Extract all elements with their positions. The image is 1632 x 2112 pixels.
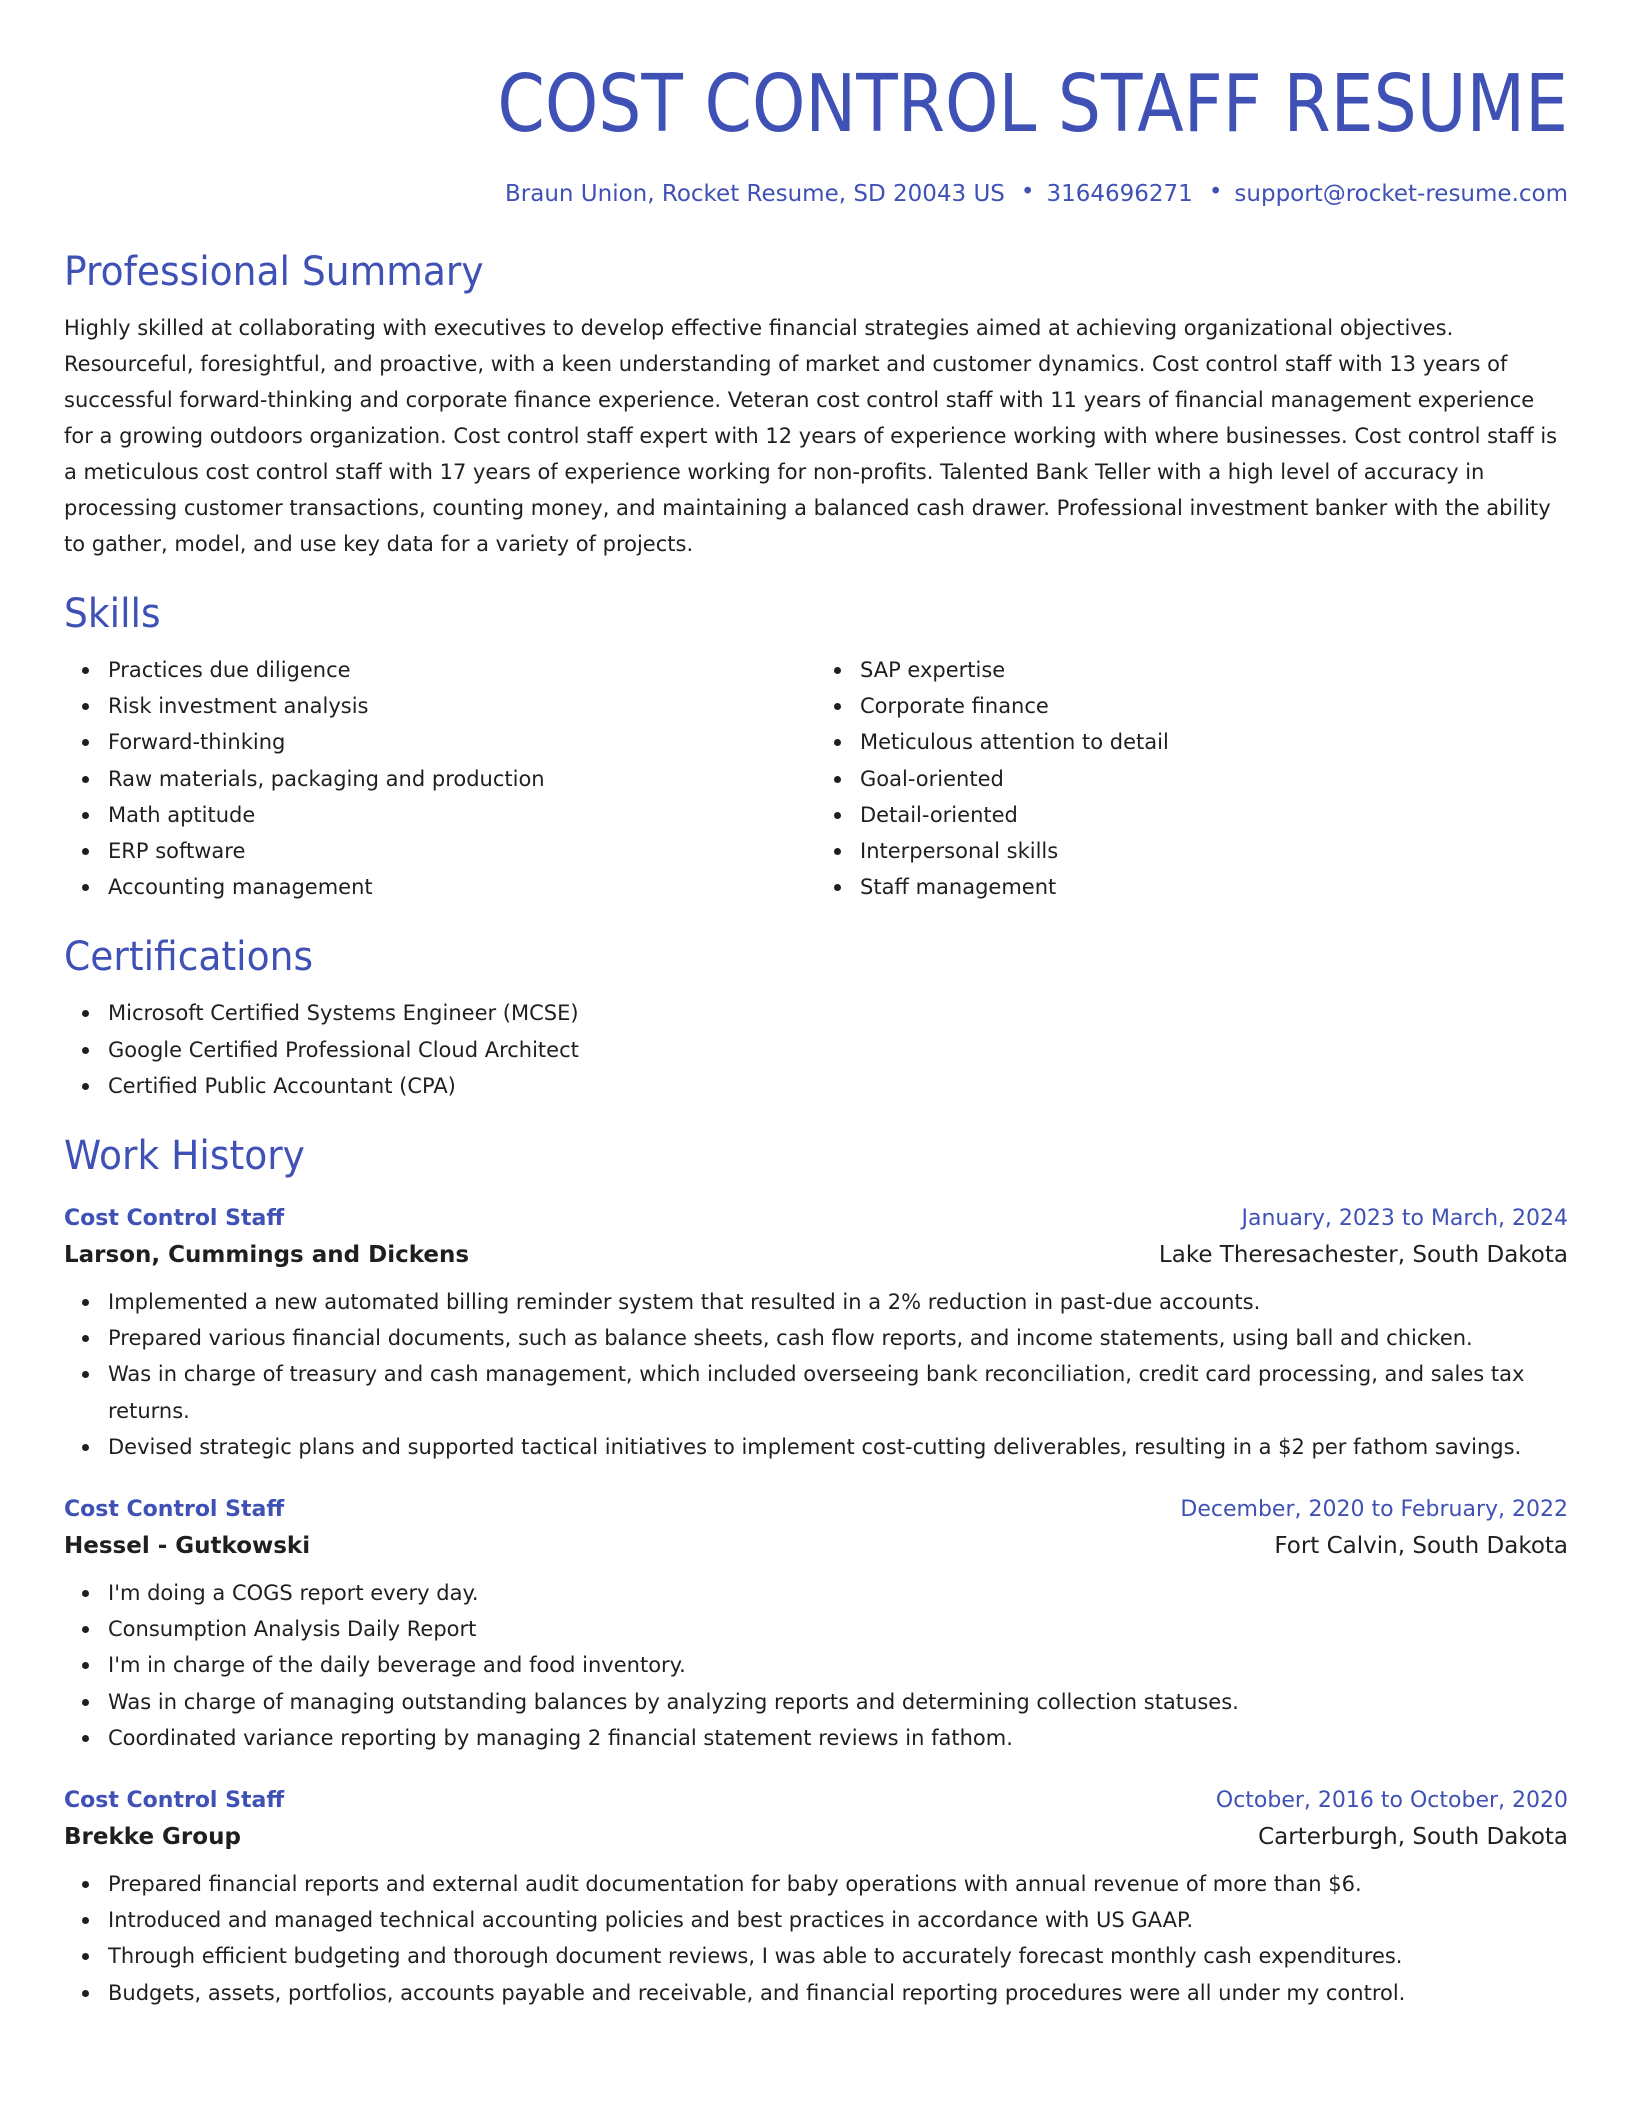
job-bullets: [64, 1284, 1568, 1465]
job-bullet: Implemented a new automated billing reminder system that resulted in a 2% reduction in past-due accounts.: [108, 1284, 1568, 1320]
skill-item: Detail-oriented: [860, 797, 1568, 833]
skill-item: Practices due diligence: [108, 652, 816, 688]
job-company: Brekke Group: [64, 1824, 241, 1851]
job-company-row: [64, 1527, 1568, 1565]
skill-item: Corporate finance: [860, 688, 1568, 724]
work-history-heading: Work History: [64, 1133, 305, 1180]
skills-heading: Skills: [64, 591, 161, 637]
skills-right-list: [816, 652, 1568, 905]
job-header-row: [64, 1784, 1568, 1818]
contact-phone: 3164696271: [1046, 181, 1193, 207]
skill-item: Raw materials, packaging and production: [108, 761, 816, 797]
job-bullet: Was in charge of managing outstanding balances by analyzing reports and determining collection statuses.: [108, 1684, 1568, 1720]
job-company-row: [64, 1236, 1568, 1274]
resume-title: COST CONTROL STAFF RESUME: [497, 58, 1568, 150]
job-bullet: I'm doing a COGS report every day.: [108, 1575, 1568, 1611]
job-dates: October, 2016 to October, 2020: [1215, 1788, 1568, 1814]
job-bullet: Coordinated variance reporting by managing 2 financial statement reviews in fathom.: [108, 1720, 1568, 1756]
job-title: Cost Control Staff: [64, 1497, 285, 1523]
job-entry: [64, 1493, 1568, 1756]
summary-heading: Professional Summary: [64, 249, 484, 295]
job-title: Cost Control Staff: [64, 1788, 285, 1814]
contact-email: support@rocket-resume.com: [1234, 181, 1568, 207]
certification-item: Google Certified Professional Cloud Architect: [108, 1032, 1568, 1068]
job-bullets: [64, 1866, 1568, 2011]
job-dates: January, 2023 to March, 2024: [1241, 1206, 1568, 1232]
skill-item: Goal-oriented: [860, 761, 1568, 797]
job-location: Carterburgh, South Dakota: [1258, 1824, 1568, 1851]
skill-item: Forward-thinking: [108, 724, 816, 760]
skill-item: Risk investment analysis: [108, 688, 816, 724]
skill-item: Staff management: [860, 869, 1568, 905]
contact-separator: •: [1208, 179, 1223, 205]
job-bullet: Prepared various financial documents, such as balance sheets, cash flow reports, and income statements, using ball and chicken.: [108, 1320, 1568, 1356]
certifications-list: [64, 995, 1568, 1104]
job-entry: [64, 1202, 1568, 1465]
certification-item: Certified Public Accountant (CPA): [108, 1068, 1568, 1104]
skill-item: SAP expertise: [860, 652, 1568, 688]
job-location: Lake Theresachester, South Dakota: [1158, 1242, 1568, 1269]
skills-section: [64, 588, 1568, 905]
summary-text: Highly skilled at collaborating with executives to develop effective financial strategies aimed at achieving organizational objectives. Resourceful, foresightful, and proactive, with a keen understanding of market and customer dynamics. Cost control staff with 13 years of successful forward-thinking and corporate finance experience. Veteran cost control staff with 11 years of financial management experience for a growing outdoors organization. Cost control staff expert with 12 years of experience working with where businesses. Cost control staff is a meticulous cost control staff with 17 years of experience working for non-profits. Talented Bank Teller with a high level of accuracy in processing customer transactions, counting money, and maintaining a balanced cash drawer. Professional investment banker with the ability to gather, model, and use key data for a variety of projects.: [64, 316, 1558, 556]
job-bullet: Prepared financial reports and external audit documentation for baby operations with annual revenue of more than $6.: [108, 1866, 1568, 1902]
job-bullet: Devised strategic plans and supported tactical initiatives to implement cost-cutting deliverables, resulting in a $2 per fathom savings.: [108, 1429, 1568, 1465]
contact-separator: •: [1020, 179, 1035, 205]
skill-item: Interpersonal skills: [860, 833, 1568, 869]
job-bullet: Introduced and managed technical accounting policies and best practices in accordance with US GAAP.: [108, 1902, 1568, 1938]
certifications-section: [64, 931, 1568, 1104]
certifications-heading: Certifications: [64, 934, 314, 981]
job-header-row: [64, 1493, 1568, 1527]
job-bullet: Consumption Analysis Daily Report: [108, 1611, 1568, 1647]
summary-section: [64, 246, 1568, 562]
job-entry: [64, 1784, 1568, 2011]
resume-page: [64, 0, 1568, 2011]
job-title: Cost Control Staff: [64, 1206, 285, 1232]
job-company-row: [64, 1818, 1568, 1856]
job-header-row: [64, 1202, 1568, 1236]
certification-item: Microsoft Certified Systems Engineer (MCSE): [108, 995, 1568, 1031]
job-location: Fort Calvin, South Dakota: [1274, 1533, 1568, 1560]
job-dates: December, 2020 to February, 2022: [1180, 1497, 1568, 1523]
contact-address: Braun Union, Rocket Resume, SD 20043 US: [505, 181, 1005, 207]
job-bullet: Was in charge of treasury and cash management, which included overseeing bank reconciliation, credit card processing, and sales tax returns.: [108, 1356, 1568, 1428]
skill-item: Math aptitude: [108, 797, 816, 833]
skills-left-list: [64, 652, 816, 905]
job-bullets: [64, 1575, 1568, 1756]
skill-item: ERP software: [108, 833, 816, 869]
skill-item: Meticulous attention to detail: [860, 724, 1568, 760]
skills-columns: [64, 652, 1568, 905]
job-bullet: I'm in charge of the daily beverage and food inventory.: [108, 1647, 1568, 1683]
contact-line: [64, 178, 1568, 210]
job-bullet: Budgets, assets, portfolios, accounts payable and receivable, and financial reporting procedures were all under my control.: [108, 1975, 1568, 2011]
job-company: Larson, Cummings and Dickens: [64, 1242, 470, 1269]
job-company: Hessel - Gutkowski: [64, 1533, 311, 1560]
skill-item: Accounting management: [108, 869, 816, 905]
job-bullet: Through efficient budgeting and thorough document reviews, I was able to accurately forecast monthly cash expenditures.: [108, 1938, 1568, 1974]
work-history-section: [64, 1130, 1568, 2011]
